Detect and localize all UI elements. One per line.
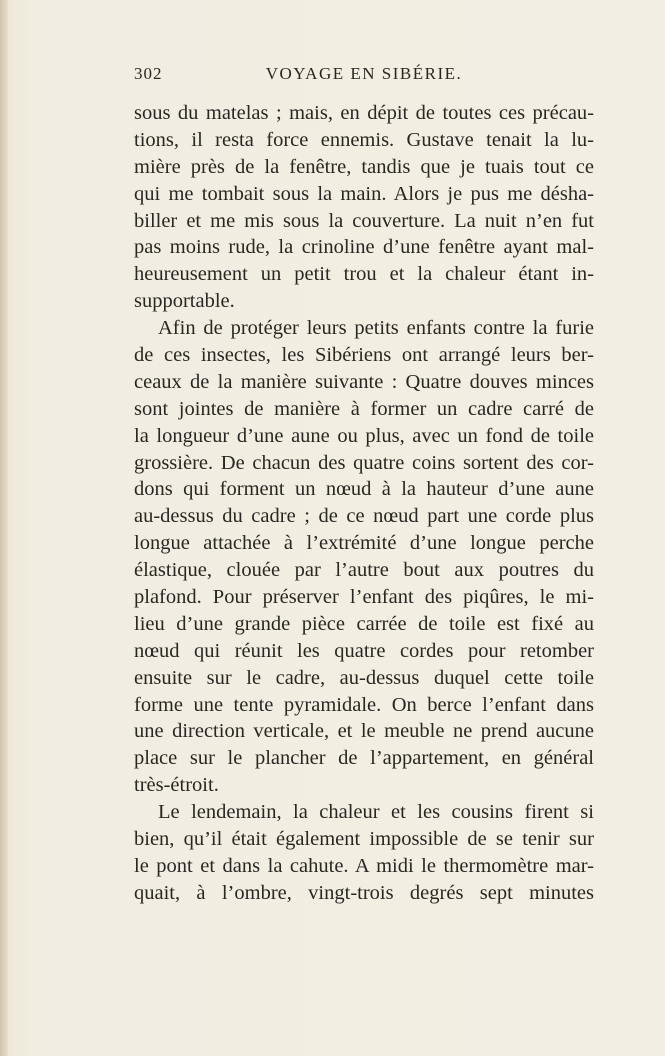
text-line: longue attachée à l’extrémité d’une longue perche: [134, 532, 594, 555]
text-line: biller et me mis sous la couverture. La nuit n’en fut: [134, 209, 594, 232]
text-line: place sur le plancher de l’appartement, en général: [134, 747, 594, 770]
text-line: Le lendemain, la chaleur et les cousins firent si: [158, 801, 594, 824]
text-line: au-dessus du cadre ; de ce nœud part une corde plus: [134, 505, 594, 528]
text-line: sont jointes de manière à former un cadre carré de: [134, 397, 594, 420]
text-line: heureusement un petit trou et la chaleur étant in-: [134, 263, 594, 286]
text-line: une direction verticale, et le meuble ne prend aucune: [134, 720, 594, 743]
text-line: ensuite sur le cadre, au-dessus duquel cette toile: [134, 666, 594, 689]
text-line: la longueur d’une aune ou plus, avec un fond de toile: [134, 424, 594, 447]
text-line: grossière. De chacun des quatre coins sortent des cor-: [134, 451, 594, 474]
page-header: [134, 64, 594, 90]
body-text: [134, 100, 594, 907]
text-line: bien, qu’il était également impossible de se tenir sur: [134, 828, 594, 851]
text-line: tions, il resta force ennemis. Gustave tenait la lu-: [134, 128, 594, 151]
text-line: sous du matelas ; mais, en dépit de toutes ces précau-: [134, 102, 594, 124]
text-line: mière près de la fenêtre, tandis que je tuais tout ce: [134, 155, 594, 178]
binding-edge: [0, 0, 8, 1056]
paragraph: [134, 799, 594, 907]
text-line: lieu d’une grande pièce carrée de toile est fixé au: [134, 612, 594, 635]
text-line: élastique, clouée par l’autre bout aux poutres du: [134, 559, 594, 582]
text-line: quait, à l’ombre, vingt-trois degrés sept minutes: [134, 881, 594, 904]
text-line: dons qui forment un nœud à la hauteur d’une aune: [134, 478, 594, 501]
page-number: 302: [134, 64, 163, 83]
text-line: plafond. Pour préserver l’enfant des piqûres, le mi-: [134, 586, 594, 609]
text-line: ceaux de la manière suivante : Quatre douves minces: [134, 370, 594, 393]
paragraph: [134, 315, 594, 799]
text-line: de ces insectes, les Sibériens ont arrangé leurs ber-: [134, 344, 594, 367]
text-line: qui me tombait sous la main. Alors je pus me désha-: [134, 182, 594, 205]
text-line: pas moins rude, la crinoline d’une fenêtre ayant mal-: [134, 236, 594, 259]
running-title: VOYAGE EN SIBÉRIE.: [265, 64, 463, 83]
text-line: nœud qui réunit les quatre cordes pour retomber: [134, 639, 594, 662]
paragraph: [134, 100, 594, 315]
text-line: Afin de protéger leurs petits enfants contre la furie: [158, 317, 594, 340]
text-line: le pont et dans la cahute. A midi le thermomètre mar-: [134, 854, 594, 877]
text-line: forme une tente pyramidale. On berce l’enfant dans: [134, 693, 594, 716]
text-line: très-étroit.: [134, 774, 219, 797]
text-line: supportable.: [134, 290, 235, 313]
